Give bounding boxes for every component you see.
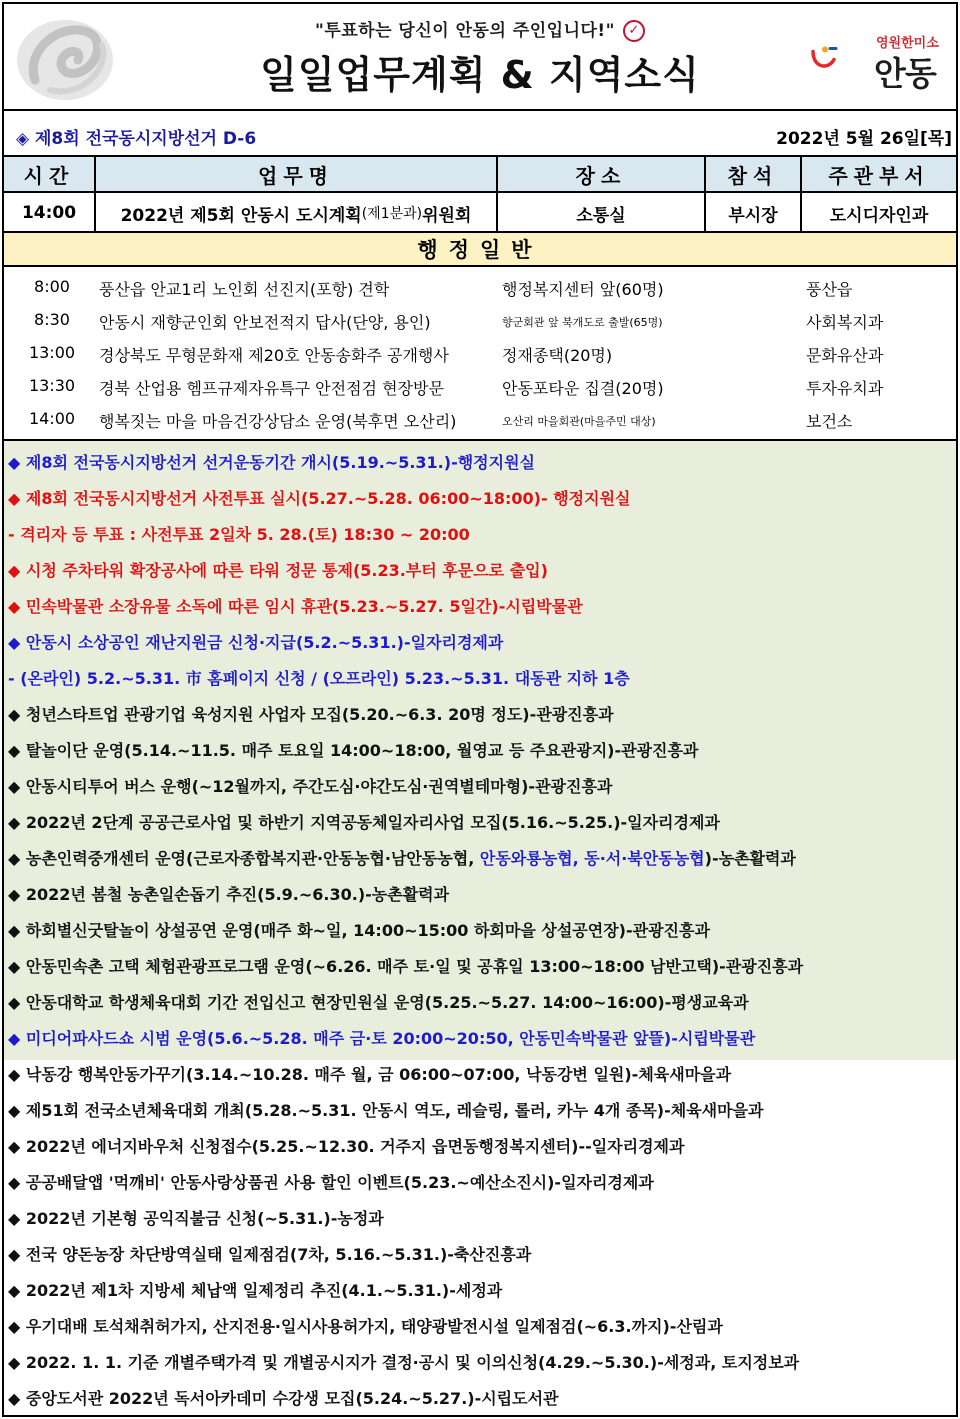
notice-item: ◆ 우기대배 토석채취허가지, 산지전용·일시사용허가지, 태양광발전시설 일제점검(~6.3.까지)-산림과 [8,1317,723,1336]
schedule-place: 소통실 [498,193,706,233]
admin-place: 행정복지센터 앞(60명) [502,280,664,299]
schedule-dept: 도시디자인과 [829,205,929,226]
admin-row [4,303,956,336]
admin-list [4,267,956,441]
admin-dept: 사회복지과 [806,313,884,332]
notice-item: ◆ 제51회 전국소년체육대회 개최(5.28.~5.31. 안동시 역도, 레슬링, 롤러, 카누 4개 종목)-체육새마을과 [8,1101,764,1120]
admin-time: 8:30 [34,310,70,329]
notice-item: ◆ 낙동강 행복안동가꾸기(3.14.~10.28. 매주 월, 금 06:00~07:00, 낙동강변 일원)-체육새마을과 [8,1065,732,1084]
notice-item: ◆ 미디어파사드쇼 시범 운영(5.6.~5.28. 매주 금·토 20:00~20:50, 안동민속박물관 앞뜰)-시립박물관 [8,1029,756,1048]
admin-place: 향군회관 앞 북개도로 출발(65명) [502,316,663,329]
admin-task: 행복짓는 마을 마음건강상담소 운영(북후면 오산리) [99,412,457,431]
logo-subtitle: 영원한미소 [876,36,939,51]
notice-item: ◆ 2022년 제1차 지방세 체납액 일제정리 추진(4.1.~5.31.)-세정과 [8,1281,503,1300]
notice-item: ◆ 2022년 에너지바우처 신청접수(5.25.~12.30. 거주지 읍면동행정복지센터)--일자리경제과 [8,1137,685,1156]
schedule-task [96,193,498,233]
admin-place: 오산리 마을회관(마을주민 대상) [502,415,656,428]
admin-time: 13:30 [28,376,76,395]
notice-item: ◆ 제8회 전국동시지방선거 선거운동기간 개시(5.19.~5.31.)-행정지원실 [8,453,535,472]
notice-item: ◆ 시청 주차타워 확장공사에 따른 타워 정문 통제(5.23.부터 후문으로 출입) [8,561,548,580]
page-title: 일일업무계획 & 지역소식 [260,53,700,97]
admin-section-title: 행정일반 [4,233,956,267]
admin-dept: 문화유산과 [806,346,884,365]
admin-dept: 보건소 [806,412,853,431]
admin-place: 안동포타운 집결(20명) [502,379,664,398]
schedule-header-row [4,157,956,193]
schedule-time: 14:00 [4,193,96,233]
admin-time: 14:00 [28,409,76,428]
notice-item: ◆ 공공배달앱 '먹깨비' 안동사랑상품권 사용 할인 이벤트(5.23.~예산소진시)-일자리경제과 [8,1173,654,1192]
page [2,2,958,1417]
admin-dept: 풍산읍 [806,280,853,299]
notice-item: ◆ 안동시티투어 버스 운행(~12월까지, 주간도심·야간도심·권역별테마형)-관광진흥과 [8,777,613,796]
notice-item: ◆ 민속박물관 소장유물 소독에 따른 임시 휴관(5.23.~5.27. 5일간)-시립박물관 [8,597,583,616]
schedule-row [4,193,956,233]
notice-text: ◆ 농촌인력중개센터 운영(근로자종합복지관·안동농협·남안동농협, [8,849,480,868]
notice-item: ◆ 2022년 기본형 공익직불금 신청(~5.31.)-농정과 [8,1209,384,1228]
notice-item: ◆ 청년스타트업 관광기업 육성지원 사업자 모집(5.20.~6.3. 20명 정도)-관광진흥과 [8,705,614,724]
notice-highlight-text: 안동와룡농협, 동·서·북안동농협 [479,849,705,868]
schedule-task-main: 2022년 제5회 안동시 도시계획 [120,205,362,226]
notice-item: ◆ 제8회 전국동시지방선거 사전투표 실시(5.27.~5.28. 06:00~18:00)- 행정지원실 [8,489,631,508]
election-countdown: ◈ 제8회 전국동시지방선거 D-6 [16,129,257,149]
admin-dept: 투자유치과 [806,379,884,398]
andong-logo-icon [808,24,878,94]
schedule-attendee: 부시장 [706,193,802,233]
notice-item: ◆ 하회별신굿탈놀이 상설공연 운영(매주 화~일, 14:00~15:00 하회마을 상설공연장)-관광진흥과 [8,921,710,940]
election-row [4,111,956,157]
admin-time: 8:00 [34,277,70,296]
vote-mark-icon: ✓ [623,20,645,42]
notice-item: ◆ 안동시 소상공인 재난지원금 신청·지급(5.2.~5.31.)-일자리경제과 [8,633,504,652]
admin-task: 안동시 재향군인회 안보전적지 답사(단양, 용인) [99,313,431,332]
header-attendee: 참석 [706,157,802,191]
header [4,4,956,111]
notice-item [8,841,954,877]
admin-row [4,369,956,402]
admin-task: 경북 산업용 헴프규제자유특구 안전점검 현장방문 [99,379,444,398]
notice-item: ◆ 전국 양돈농장 차단방역실태 일제점검(7차, 5.16.~5.31.)-축산진흥과 [8,1245,532,1264]
report-date: 2022년 5월 26일[목] [776,129,952,149]
logo-name: 안동 [874,54,936,93]
admin-time: 13:00 [28,343,76,362]
admin-task: 풍산읍 안교1리 노인회 선진지(포항) 견학 [99,280,390,299]
notice-item: ◆ 안동대학교 학생체육대회 기간 전입신고 현장민원실 운영(5.25.~5.27. 14:00~16:00)-평생교육과 [8,993,749,1012]
notice-item: - (온라인) 5.2.~5.31. 市 홈페이지 신청 / (오프라인) 5.23.~5.31. 대동관 지하 1층 [8,669,630,688]
schedule-table [4,157,956,233]
header-task: 업무명 [96,157,498,191]
notice-item: ◆ 2022년 2단계 공공근로사업 및 하반기 지역공동체일자리사업 모집(5.16.~5.25.)-일자리경제과 [8,813,720,832]
notice-item: ◆ 2022. 1. 1. 기준 개별주택가격 및 개별공시지가 결정·공시 및 이의신청(4.29.~5.30.)-세정과, 토지정보과 [8,1353,800,1372]
schedule-task-end: 위원회 [422,205,472,226]
notice-item: ◆ 탈놀이단 운영(5.14.~11.5. 매주 토요일 14:00~18:00, 월영교 등 주요관광지)-관광진흥과 [8,741,699,760]
notice-item: ◆ 2022년 봄철 농촌일손돕기 추진(5.9.~6.30.)-농촌활력과 [8,885,450,904]
admin-place: 정재종택(20명) [502,346,613,365]
slogan: "투표하는 당신이 안동의 주인입니다!" ✓ [4,16,956,42]
notice-item: ◆ 안동민속촌 고택 체험관광프로그램 운영(~6.26. 매주 토·일 및 공휴일 13:00~18:00 남반고택)-관광진흥과 [8,957,804,976]
header-dept: 주관부서 [828,163,930,188]
notice-item: ◆ 중앙도서관 2022년 독서아카데미 수강생 모집(5.24.~5.27.)-시립도서관 [8,1389,559,1408]
admin-task: 경상북도 무형문화재 제20호 안동송화주 공개행사 [99,346,449,365]
admin-row [4,402,956,435]
notice-list [4,441,956,1417]
header-place: 장소 [498,157,706,191]
notice-text: )-농촌활력과 [704,849,796,868]
admin-row [4,336,956,369]
admin-row [4,270,956,303]
notice-item: - 격리자 등 투표 : 사전투표 2일차 5. 28.(토) 18:30 ~ 20:00 [8,525,470,544]
header-time: 시간 [4,157,96,191]
schedule-task-sub: (제1분과) [361,206,423,222]
